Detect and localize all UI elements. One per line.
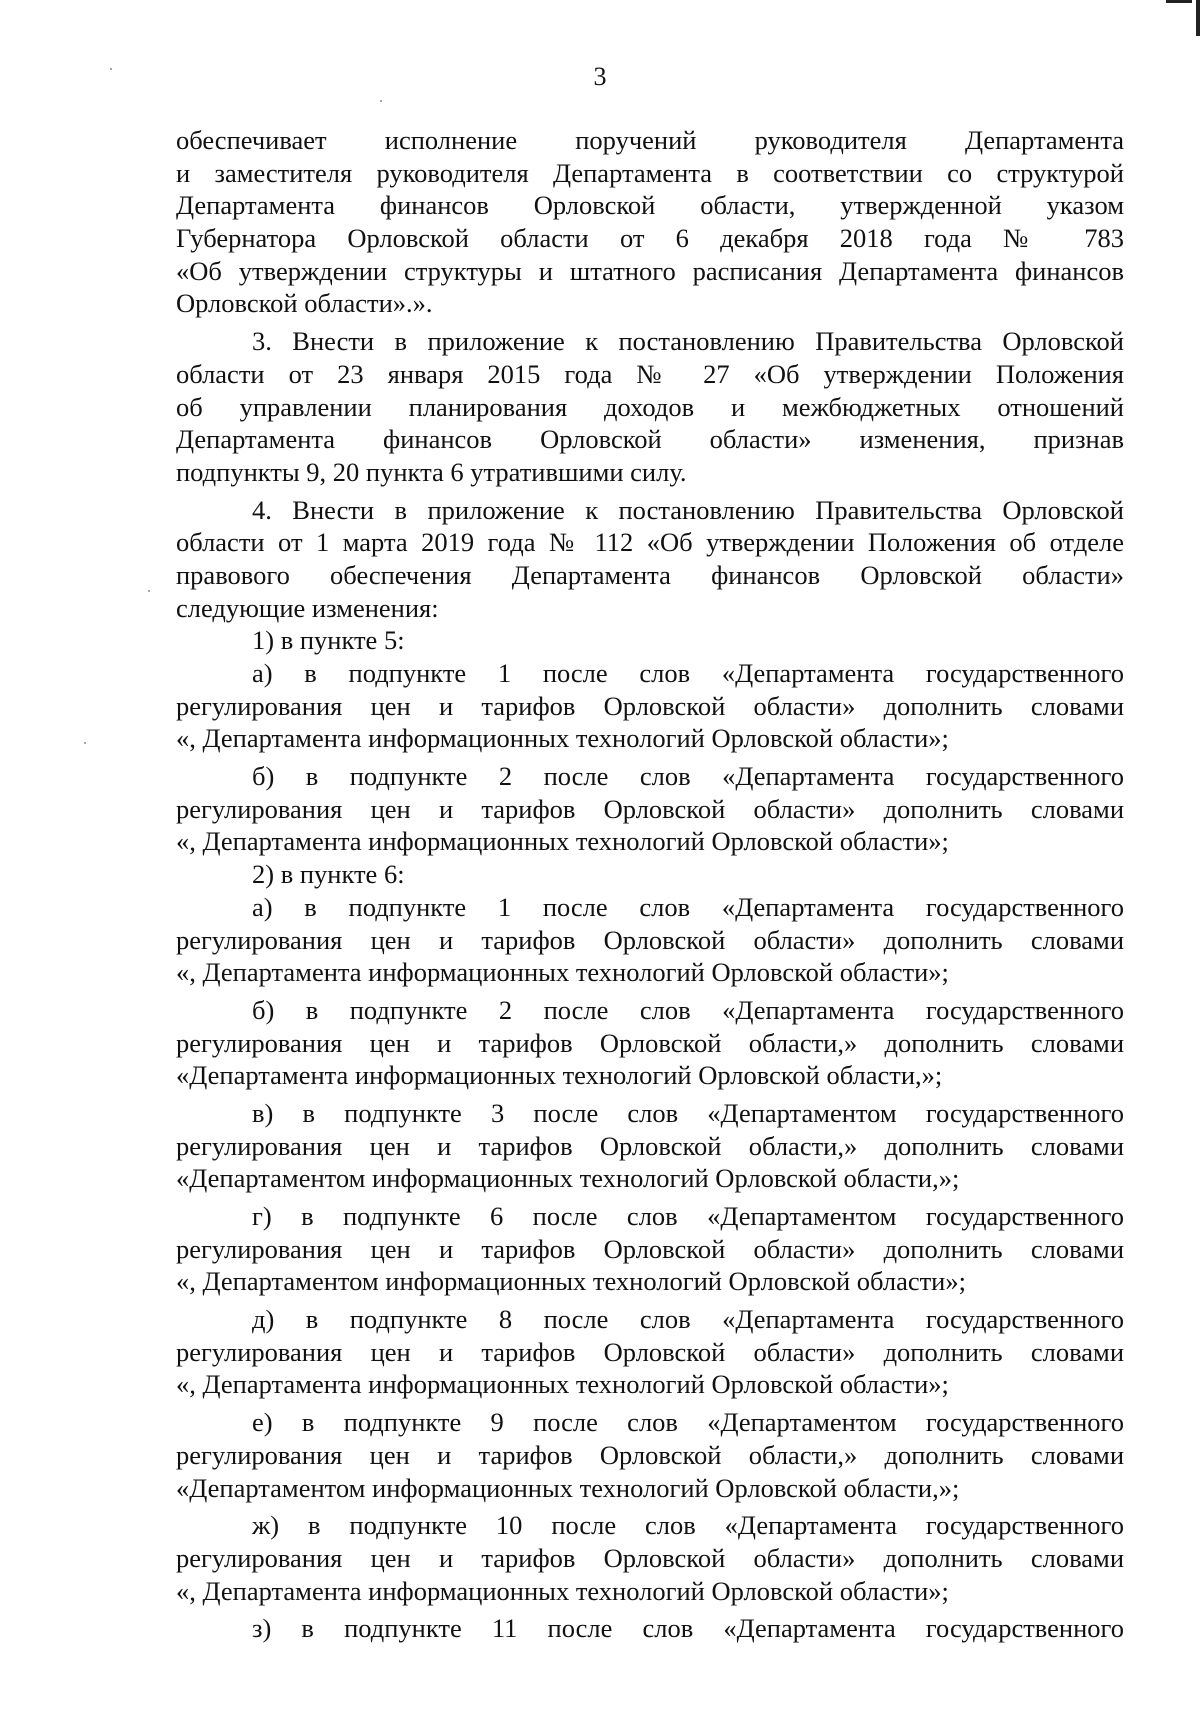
text-line: регулирования цен и тарифов Орловской области» дополнить словами <box>176 924 1124 955</box>
text-line: об управлении планирования доходов и межбюджетных отношений <box>176 391 1124 422</box>
scan-edge-tick <box>1166 0 1192 3</box>
text-line: регулирования цен и тарифов Орловской области» дополнить словами <box>176 1336 1124 1367</box>
text-line: регулирования цен и тарифов Орловской области» дополнить словами <box>176 1542 1124 1573</box>
page-number: 3 <box>593 62 607 91</box>
text-line: регулирования цен и тарифов Орловской области,» дополнить словами <box>176 1027 1124 1058</box>
text-line: и заместителя руководителя Департамента в соответствии со структурой <box>176 157 1124 188</box>
text-line: подпункты 9, 20 пункта 6 утратившими силу. <box>176 456 687 487</box>
document-body <box>176 124 1124 1645</box>
text-line: 2) в пункте 6: <box>252 859 405 890</box>
text-line: области от 23 января 2015 года № 27 «Об утверждении Положения <box>176 358 1124 389</box>
text-line: регулирования цен и тарифов Орловской области,» дополнить словами <box>176 1130 1124 1161</box>
text-line: регулирования цен и тарифов Орловской области» дополнить словами <box>176 1233 1124 1264</box>
text-line: д) в подпункте 8 после слов «Департамента государственного <box>252 1304 1124 1335</box>
text-line: регулирования цен и тарифов Орловской области,» дополнить словами <box>176 1439 1124 1470</box>
text-line: а) в подпункте 1 после слов «Департамента государственного <box>252 658 1124 688</box>
text-line: регулирования цен и тарифов Орловской области» дополнить словами <box>176 793 1124 824</box>
scan-speck <box>380 100 382 102</box>
text-line: «, Департамента информационных технологий Орловской области»; <box>176 1369 949 1400</box>
text-line: 3. Внести в приложение к постановлению Правительства Орловской <box>252 326 1124 357</box>
text-line: «, Департамента информационных технологий Орловской области»; <box>176 957 949 988</box>
text-line: в) в подпункте 3 после слов «Департаментом государственного <box>252 1097 1124 1128</box>
text-line: области от 1 марта 2019 года № 112 «Об утверждении Положения об отделе <box>176 527 1124 558</box>
text-line: регулирования цен и тарифов Орловской области» дополнить словами <box>176 690 1124 721</box>
text-line: «, Департамента информационных технологий Орловской области»; <box>176 723 949 754</box>
text-line: 1) в пункте 5: <box>252 625 405 656</box>
text-line: «, Департамента информационных технологий Орловской области»; <box>176 1575 949 1606</box>
text-line: з) в подпункте 11 после слов «Департамента государственного <box>252 1613 1124 1644</box>
text-line: Департамента финансов Орловской области» изменения, признав <box>176 424 1124 455</box>
text-line: «Об утверждении структуры и штатного расписания Департамента финансов <box>176 255 1124 286</box>
text-line: б) в подпункте 2 после слов «Департамента государственного <box>252 994 1124 1025</box>
text-line: Орловской области».». <box>176 288 433 319</box>
text-line: обеспечивает исполнение поручений руководителя Департамента <box>176 125 1124 155</box>
text-line: е) в подпункте 9 после слов «Департаментом государственного <box>252 1407 1124 1438</box>
text-line: «Департамента информационных технологий Орловской области,»; <box>176 1060 943 1091</box>
scan-speck <box>148 590 150 592</box>
text-line: следующие изменения: <box>176 592 439 623</box>
text-line: 4. Внести в приложение к постановлению Правительства Орловской <box>252 494 1124 525</box>
text-line: «, Департаментом информационных технологий Орловской области»; <box>176 1266 966 1297</box>
text-line: «Департаментом информационных технологий Орловской области,»; <box>176 1472 960 1503</box>
text-line: «, Департамента информационных технологий Орловской области»; <box>176 826 949 857</box>
text-line: Губернатора Орловской области от 6 декабря 2018 года № 783 <box>176 223 1124 254</box>
text-line: а) в подпункте 1 после слов «Департамента государственного <box>252 891 1124 922</box>
text-line: б) в подпункте 2 после слов «Департамента государственного <box>252 761 1124 792</box>
text-line: «Департаментом информационных технологий Орловской области,»; <box>176 1163 960 1194</box>
scan-edge-mark <box>1196 0 1200 36</box>
text-line: г) в подпункте 6 после слов «Департаментом государственного <box>252 1201 1124 1231</box>
text-line: правового обеспечения Департамента финансов Орловской области» <box>176 559 1124 590</box>
text-line: ж) в подпункте 10 после слов «Департамента государственного <box>252 1510 1124 1541</box>
scan-speck <box>84 742 86 744</box>
text-line: Департамента финансов Орловской области, утвержденной указом <box>176 190 1124 221</box>
